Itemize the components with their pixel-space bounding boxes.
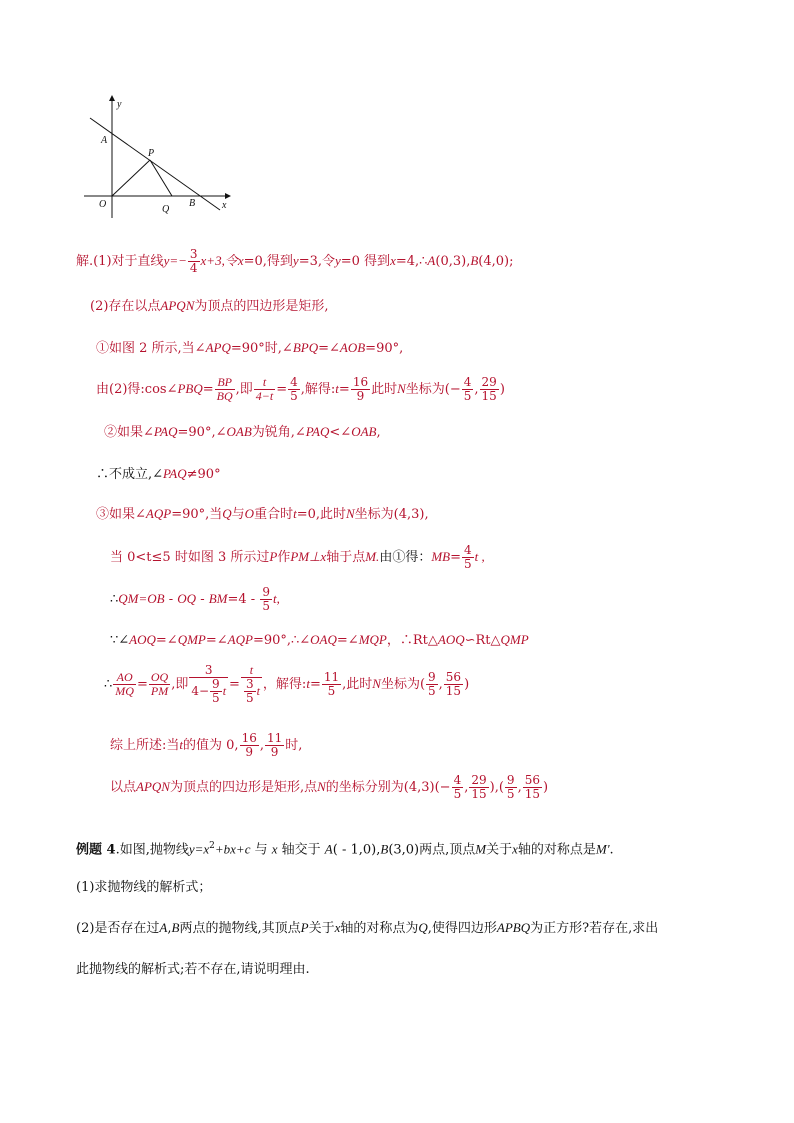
solution-line-5: ②如果∠PAQ=90°,∠OAB为锐角,∠PAQ<∠OAB, <box>104 424 381 440</box>
label-x: x <box>222 200 227 211</box>
segment-op <box>112 160 150 196</box>
solution-line-2: (2)存在以点APQN为顶点的四边形是矩形, <box>90 298 329 314</box>
example-line-2: (1)求抛物线的解析式； <box>76 880 212 895</box>
solution-line-7: ③如果∠AQP=90°,当Q与O重合时t=0,此时N坐标为(4,3), <box>96 506 429 522</box>
solution-line-13: 以点APQN为顶点的四边形是矩形,点N的坐标分别为(4,3)(− $\frac{4}{5}$ , $\frac{29}{15}$ ),( $\frac{9}{5}$ , $\frac{56}{15}$ ) <box>110 773 549 801</box>
solution-line-9: ∴QM=OB - OQ - BM=4 - $\frac{9}{5}$ t, <box>110 585 280 613</box>
solution-line-4: 由(2)得:cos∠PBQ= $\frac{BP}{BQ}$ ,即 $\frac{t}{4-t}$ = $\frac{4}{5}$ ,解得:t= $\frac{16}{9}$ 此时N坐标为(− $\frac{4}{5}$ , $\frac{29}{15}$ ) <box>96 375 505 403</box>
segment-pq <box>150 160 172 196</box>
example-line-3: (2)是否存在过A,B两点的抛物线,其顶点P关于x轴的对称点为Q,使得四边形APBQ为正方形?若存在,求出 <box>76 920 659 936</box>
label-y: y <box>117 99 122 110</box>
label-b: B <box>189 198 196 209</box>
label-a: A <box>101 135 108 146</box>
solution-line-11: ∴ $\frac{AO}{MQ}$ = $\frac{OQ}{PM}$ ,即 3 4− $\frac{9}{5}$ t = t $\frac{3}{5}$ t ，解得:t= $\frac{11}{5}$ ,此时N坐标为( $\frac{9}{5}$ , $\frac{56}{15}$ ) <box>104 663 470 705</box>
label-o: O <box>99 199 107 210</box>
label-p: P <box>148 148 155 159</box>
coordinate-figure <box>80 92 240 222</box>
example-line-1: 例题 4.如图,抛物线$y=x^2+bx+c$ 与 x 轴交于 A( - 1,0),B(3,0)两点,顶点M关于x轴的对称点是M'. <box>76 841 614 858</box>
solution-line-12: 综上所述:当t的值为 0, $\frac{16}{9}$ , $\frac{11}{9}$ 时, <box>110 731 303 759</box>
solution-line-3: ①如图 2 所示,当∠APQ=90°时,∠BPQ=∠AOB=90°, <box>96 340 404 356</box>
example-line-4: 此抛物线的解析式;若不存在,请说明理由. <box>76 962 310 977</box>
solution-line-10: ∵∠AOQ=∠QMP=∠AQP=90°,∴∠OAQ=∠MQP，∴Rt△AOQ∽Rt△QMP <box>110 632 529 648</box>
label-q: Q <box>162 204 170 215</box>
solution-line-6: ∴不成立,∠PAQ≠90° <box>96 466 221 482</box>
solution-line-1: 解.(1)对于直线y=− $\frac{3}{4}$ x+3,令x=0,得到y=3,令y=0 得到x=4,∴A(0,3),B(4,0); <box>76 247 514 275</box>
solution-line-8: 当 0<t≤5 时如图 3 所示过P作PM⊥x轴于点M.由①得：MB= $\frac{4}{5}$ t , <box>110 543 485 571</box>
